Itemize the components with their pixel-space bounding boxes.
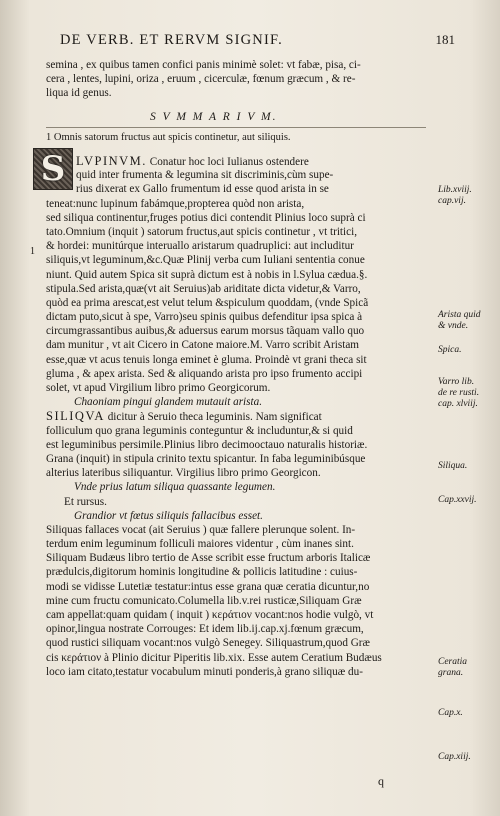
text-line: cera , lentes, lupini, oriza , eruum , cicerculæ, fœnum græcum , & re-	[46, 73, 356, 86]
text-line: quod rustici siliquam vocant:nos vulgò Senegey. Siliquastrum,quod Græ	[46, 637, 370, 650]
text-line: terdum enim leguminum folliculi maiores videntur , cùm inanes sint.	[46, 538, 354, 551]
text-line: tato.Omnium (inquit ) satorum fructus,aut spicis continetur , vt tritici,	[46, 225, 358, 238]
text-line: opinor,lingua nostrate Corrouges: Et idem lib.ij.cap.xj.fœnum græcum,	[46, 623, 364, 636]
et-rursus: Et rursus.	[64, 495, 107, 508]
text-line: liqua id genus.	[46, 87, 112, 100]
margin-number: 1	[30, 246, 35, 257]
lemma-siliqua: SILIQVA	[46, 409, 105, 424]
margin-note: Cap.xiij.	[438, 752, 471, 762]
divider	[46, 127, 426, 128]
text-line: sed siliqua continentur,fruges potius dici contendit Plinius loco suprà ci	[46, 211, 366, 224]
signature-mark: q	[378, 774, 384, 788]
text-line: circumgrassantibus auibus,& aduersus earum morsus tãquam vallo quo	[46, 325, 365, 338]
summarium-item: 1 Omnis satorum fructus aut spicis continetur, aut siliquis.	[46, 132, 291, 143]
text-line: Siliquas fallaces vocat (ait Seruius ) quæ fallere plerunque solent. In-	[46, 523, 356, 536]
margin-note: Lib.xviij. cap.vij.	[438, 185, 472, 206]
lemma-rest: Conatur hoc loci Iulianus ostendere	[146, 156, 309, 168]
text-line: modi se vidisse Lutetiæ testatur:intus esse grana quæ ceratia dicuntur,no	[46, 580, 370, 593]
text-line: dictam puto,sicut à spe, Varro)seu spinis quibus defenditur ipsa spica à	[46, 311, 363, 324]
text-line: gluma , & apex arista. Sed & aliquando arista pro ipso frumento accipi	[46, 367, 363, 380]
text-line: mine cum fructu comunicato.Columella lib.v.rei rusticæ,Siliquam Græ	[46, 594, 362, 607]
margin-note: Siliqua.	[438, 461, 468, 471]
text-line: folliculum quo grana leguminis conteguntur & includuntur,& si quid	[46, 424, 353, 437]
text-line: teneat:nunc lupinum fabámque,propterea quòd non arista,	[46, 197, 305, 210]
lupinum-first-lines	[76, 154, 436, 197]
text-line: niunt. Quid autem Spica sit suprà dictum est à nobis in l.Sylua cædua.§.	[46, 268, 368, 281]
text-line: quid inter frumenta & legumina sit discriminis,cùm supe-	[76, 169, 334, 182]
text-line: rius dixerat ex Gallo frumentum id esse quod arista in se	[76, 183, 329, 196]
text-line: loco iam citato,testatur vocabulum minuti ponderis,à grano siliquæ du-	[46, 665, 363, 678]
top-paragraph	[46, 58, 436, 101]
text-line: & hordei: munitúrque interuallo aristarum quadruplici: aut includitur	[46, 240, 354, 253]
lupinum-paragraph	[46, 197, 436, 679]
text-line: semina , ex quibus tamen confici panis minimè solet: vt fabæ, pisa, ci-	[46, 59, 361, 71]
verse-quote: Grandior vt fœtus siliquis fallacibus esset.	[74, 509, 263, 522]
drop-cap-letter: S	[40, 149, 66, 189]
margin-note: Spica.	[438, 345, 462, 355]
text-line: Siliquam Budæus libro tertio de Asse scribit esse fructum arboris Italicæ	[46, 552, 371, 565]
margin-note: Cap.xxvij.	[438, 495, 477, 505]
running-head: DE VERB. ET RERVM SIGNIF.	[60, 32, 283, 48]
margin-note: Arista quid & vnde.	[438, 310, 481, 331]
verse-quote: Chaoniam pingui glandem mutauit arista.	[74, 396, 263, 409]
text-line: dam munitur , vt ait Cicero in Catone maiore.M. Varro scribit Aristam	[46, 339, 359, 352]
margin-note: Ceratia grana.	[438, 657, 468, 678]
text-line: Grana (inquit) in stipula crinito textu spicantur. In faba leguminibúsque	[46, 452, 366, 465]
text-line: esse,quæ vt acus tenuis longa eminet è gluma. Proindè vt grani theca sit	[46, 353, 367, 366]
text-line: est leguminibus persimile.Plinius libro decimooctauo naturalis historiæ.	[46, 438, 368, 451]
text-line: alterius lateribus siliquantur. Virgilius libro primo Georgicon.	[46, 467, 321, 480]
page-header	[60, 32, 455, 50]
text-line	[46, 409, 436, 423]
text-line: quòd ea prima arescat,est velut telum &spiculum quoddam, (vnde Spicã	[46, 296, 369, 309]
lemma-lupinum: LVPINVM.	[76, 154, 147, 168]
page-number: 181	[435, 32, 455, 47]
text-line: cam appellat:quam quidam ( inquit ) κεράτιον vocant:nos hodie vulgò, vt	[46, 609, 374, 622]
text-line: cis κεράτιον à Plinio dicitur Piperitis lib.xix. Esse autem Ceratium Budæus	[46, 651, 382, 664]
lemma-rest: dicitur à Seruio theca leguminis. Nam significat	[104, 411, 322, 424]
text-line: siliquis,vt leguminum,&c.Quæ Plinij verba cum Iuliani sententia conue	[46, 254, 365, 267]
verse-quote: Vnde prius latum siliqua quassante legumen.	[74, 481, 276, 494]
margin-note: Varro lib. de re rusti. cap. xlviij.	[438, 377, 480, 409]
margin-note: Cap.x.	[438, 708, 463, 718]
drop-cap	[33, 148, 73, 190]
text-line	[76, 154, 436, 168]
text-line: stipula.Sed arista,quæ(vt ait Seruius)ab ariditate dicta videtur,& Varro,	[46, 282, 361, 295]
summarium-heading: S V M M A R I V M.	[150, 111, 278, 123]
text-line: solet, vt apud Virgilium libro primo Georgicorum.	[46, 382, 271, 395]
text-line: prædulcis,digitorum hominis longitudine & pollicis latitudine : cuius-	[46, 566, 358, 579]
